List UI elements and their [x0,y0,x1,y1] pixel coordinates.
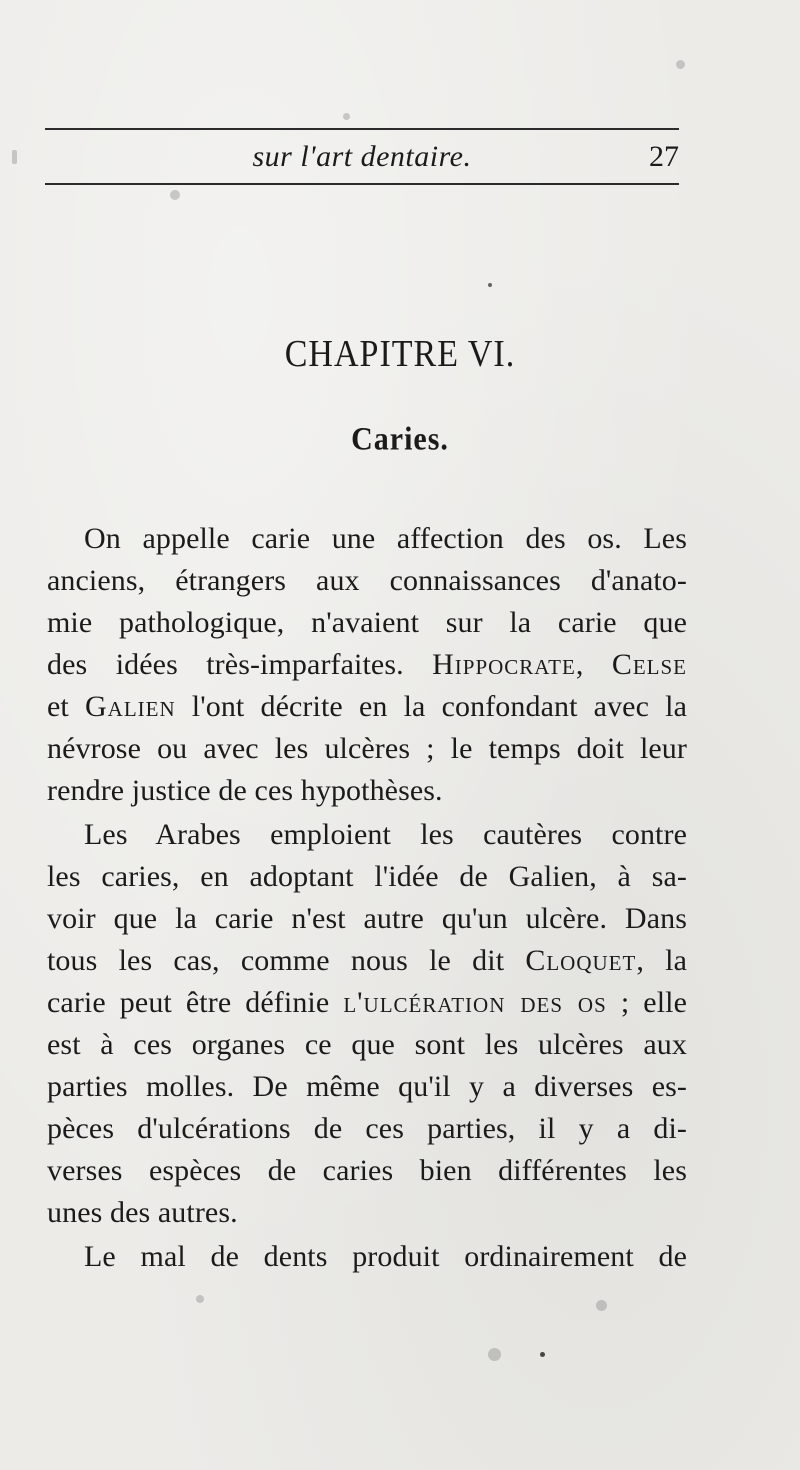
chapter-title: Caries. [351,421,449,458]
small-caps-name: Galien [85,690,176,723]
text-line [47,518,687,560]
small-caps-name: Cloquet [525,944,637,977]
paragraph [47,814,687,1234]
paragraph [47,1236,687,1278]
text-line [47,856,687,898]
text-line [47,1108,687,1150]
text-line [47,770,687,812]
paper-speck [540,1352,545,1357]
text-run: anciens, étrangers aux connaissances d'anato- [47,564,687,597]
paper-speck [488,1348,501,1361]
small-caps-name: Hippocrate [432,648,576,681]
body-text [47,518,687,1280]
text-line [47,686,687,728]
text-run: névrose ou avec les ulcères ; le temps doit leur [47,732,687,765]
text-run: les caries, en adoptant l'idée de Galien, à sa- [47,860,687,893]
text-run: unes des autres. [47,1196,238,1229]
text-run: , [575,648,612,681]
text-run: On appelle carie une affection des os. Les [84,522,687,555]
running-head [45,136,679,180]
paper-speck [676,60,685,69]
text-run: ; elle [606,986,687,1019]
chapter-heading: CHAPITRE VI. [284,333,516,376]
text-run: voir que la carie n'est autre qu'un ulcère. Dans [47,902,687,935]
paper-speck [170,190,180,200]
header-rule-top [45,128,679,130]
text-line [47,814,687,856]
paper-speck [596,1300,607,1311]
text-line [47,1024,687,1066]
text-run: et [47,690,85,723]
text-run: est à ces organes ce que sont les ulcères aux [47,1028,687,1061]
text-run: pèces d'ulcérations de ces parties, il y a di- [47,1112,687,1145]
text-line [47,1192,687,1234]
paper-speck [12,150,17,164]
text-line [47,1150,687,1192]
page-number: 27 [649,140,679,173]
text-line [47,898,687,940]
paper-speck [343,113,350,120]
text-run: verses espèces de caries bien différentes les [47,1154,687,1187]
text-run: mie pathologique, n'avaient sur la carie que [47,606,687,639]
text-run: , la [636,944,687,977]
text-run: parties molles. De même qu'il y a diverses es- [47,1070,687,1103]
text-run: tous les cas, comme nous le dit [47,944,526,977]
text-line [47,982,687,1024]
text-line [47,602,687,644]
text-run: Les Arabes emploient les cautères contre [84,818,687,851]
paper-speck [488,283,492,287]
text-run: Le mal de dents produit ordinairement de [84,1240,687,1273]
running-title: sur l'art dentaire. [252,140,472,173]
text-line [47,940,687,982]
text-line [47,1236,687,1278]
text-line [47,560,687,602]
header-rule-bottom [45,183,679,185]
paragraph [47,518,687,812]
text-line [47,1066,687,1108]
paper-speck [196,1295,204,1303]
text-line [47,644,687,686]
text-run: des idées très-imparfaites. [47,648,433,681]
small-caps-name: l'ulcération des os [343,986,607,1019]
small-caps-name: Celse [611,648,687,681]
text-line [47,728,687,770]
text-run: carie peut être définie [47,986,344,1019]
text-run: rendre justice de ces hypothèses. [47,774,443,807]
text-run: l'ont décrite en la confondant avec la [175,690,688,723]
